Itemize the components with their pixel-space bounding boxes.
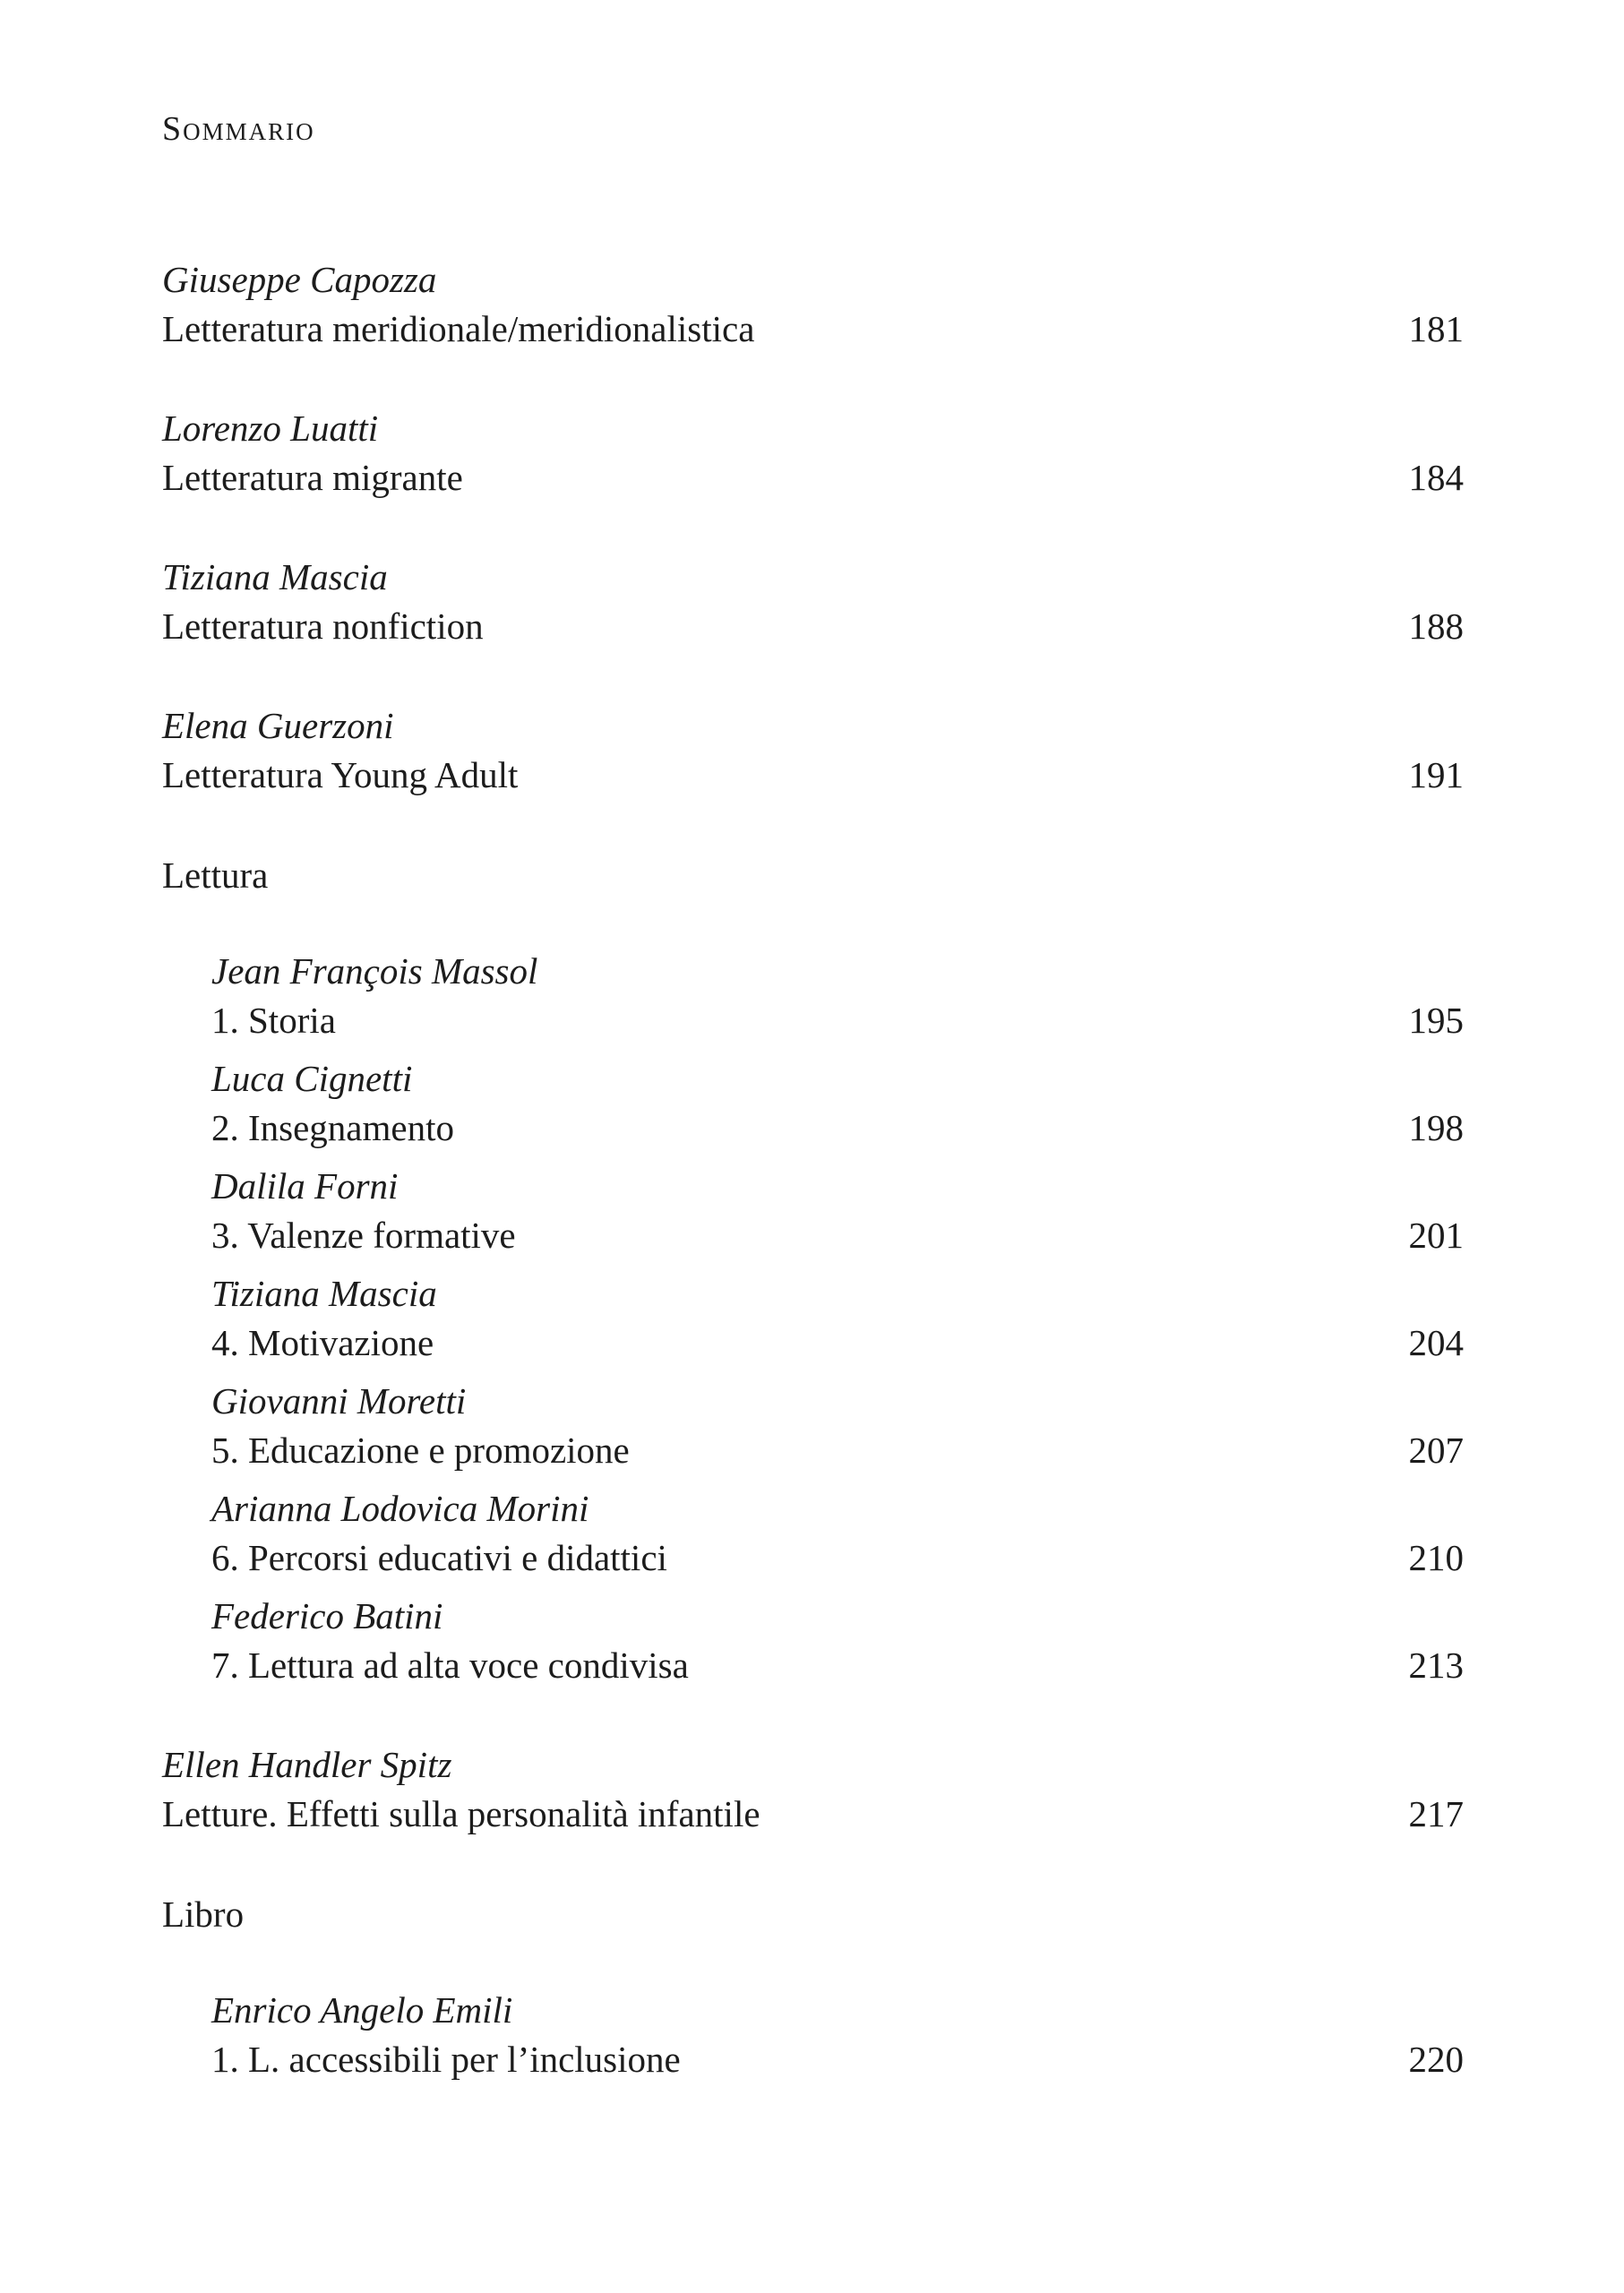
entry-title: Letteratura meridionale/meridionalistica xyxy=(162,308,755,349)
entry-author: Giovanni Moretti xyxy=(211,1380,467,1421)
entry-line xyxy=(162,1318,1464,1368)
toc-subentry[interactable] xyxy=(162,947,1464,1045)
entry-line xyxy=(162,1210,1464,1260)
entry-title: Letteratura nonfiction xyxy=(162,605,484,647)
entry-page-number: 198 xyxy=(1408,1107,1464,1148)
entry-author: Elena Guerzoni xyxy=(162,705,394,746)
section-heading: Lettura xyxy=(162,855,269,896)
entry-page-number: 191 xyxy=(1408,754,1464,795)
entry-author: Arianna Lodovica Morini xyxy=(211,1488,589,1529)
entry-page-number: 210 xyxy=(1408,1537,1464,1578)
entry-line xyxy=(162,452,1464,502)
toc-subentry[interactable] xyxy=(162,1484,1464,1583)
toc-section-lettura xyxy=(162,850,1464,1690)
entry-author: Dalila Forni xyxy=(211,1165,399,1207)
entry-author: Federico Batini xyxy=(211,1595,443,1636)
toc-section-libro xyxy=(162,1889,1464,2084)
entry-page-number: 213 xyxy=(1408,1645,1464,1686)
entry-line xyxy=(162,304,1464,354)
entry-page-number: 201 xyxy=(1408,1215,1464,1256)
entry-line xyxy=(162,995,1464,1045)
entry-page-number: 184 xyxy=(1408,457,1464,498)
toc-entry[interactable] xyxy=(162,553,1464,651)
entry-line xyxy=(162,1103,1464,1153)
toc-subentry[interactable] xyxy=(162,1269,1464,1368)
entry-page-number: 207 xyxy=(1408,1430,1464,1471)
entry-line xyxy=(162,1533,1464,1583)
entry-title: 1. Storia xyxy=(211,1000,336,1041)
entry-author: Tiziana Mascia xyxy=(162,556,388,597)
entry-page-number: 195 xyxy=(1408,1000,1464,1041)
entry-line xyxy=(162,601,1464,651)
entry-author: Jean François Massol xyxy=(211,950,538,992)
toc-subentry[interactable] xyxy=(162,1592,1464,1690)
entry-title: Letture. Effetti sulla personalità infantile xyxy=(162,1793,760,1834)
entry-title: 1. L. accessibili per l’inclusione xyxy=(211,2039,681,2080)
toc-entry[interactable] xyxy=(162,701,1464,800)
toc-subentry[interactable] xyxy=(162,1054,1464,1153)
entry-author: Lorenzo Luatti xyxy=(162,408,379,449)
entry-title: 5. Educazione e promozione xyxy=(211,1430,630,1471)
entry-line xyxy=(162,1789,1464,1839)
entry-line xyxy=(162,1425,1464,1475)
entry-title: 4. Motivazione xyxy=(211,1322,434,1363)
entry-author: Ellen Handler Spitz xyxy=(162,1744,452,1785)
toc-subentry[interactable] xyxy=(162,1986,1464,2084)
entry-title: 7. Lettura ad alta voce condivisa xyxy=(211,1645,689,1686)
running-header: Sommario xyxy=(162,110,315,148)
entry-author: Tiziana Mascia xyxy=(211,1273,437,1314)
entry-author: Giuseppe Capozza xyxy=(162,259,437,300)
entry-author: Enrico Angelo Emili xyxy=(211,1989,513,2031)
table-of-contents xyxy=(162,255,1464,2084)
entry-title: 2. Insegnamento xyxy=(211,1107,454,1148)
entry-line xyxy=(162,750,1464,800)
entry-line xyxy=(162,1640,1464,1690)
toc-entry[interactable] xyxy=(162,1740,1464,1839)
entry-title: 6. Percorsi educativi e didattici xyxy=(211,1537,667,1578)
entry-title: 3. Valenze formative xyxy=(211,1215,516,1256)
entry-page-number: 181 xyxy=(1408,308,1464,349)
toc-subentry[interactable] xyxy=(162,1377,1464,1475)
entry-page-number: 204 xyxy=(1408,1322,1464,1363)
entry-page-number: 188 xyxy=(1408,605,1464,647)
entry-page-number: 220 xyxy=(1408,2039,1464,2080)
section-heading: Libro xyxy=(162,1894,245,1935)
entry-title: Letteratura Young Adult xyxy=(162,754,519,795)
toc-entry[interactable] xyxy=(162,255,1464,354)
toc-entry[interactable] xyxy=(162,404,1464,502)
entry-title: Letteratura migrante xyxy=(162,457,463,498)
entry-author: Luca Cignetti xyxy=(211,1058,413,1099)
entry-page-number: 217 xyxy=(1408,1793,1464,1834)
toc-subentry[interactable] xyxy=(162,1162,1464,1260)
entry-line xyxy=(162,2034,1464,2084)
